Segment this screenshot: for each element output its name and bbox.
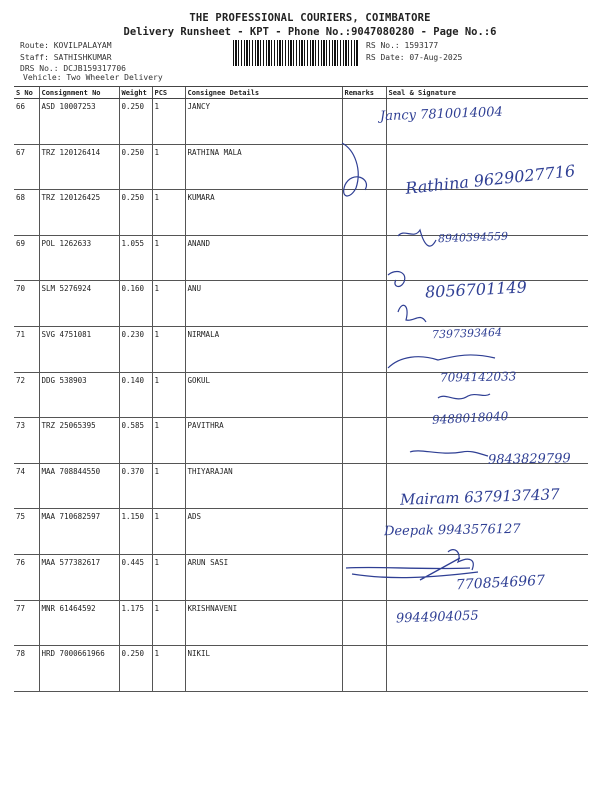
consignment-number: MAA 710682597	[39, 509, 119, 555]
signature-cell	[386, 235, 588, 281]
handwritten-note: 9488018040	[431, 409, 509, 427]
consignee-name: RATHINA MALA	[185, 144, 342, 190]
signature-cell	[386, 326, 588, 372]
pieces-count: 1	[152, 554, 185, 600]
remarks-cell	[342, 235, 386, 281]
remarks-cell	[342, 144, 386, 190]
col-consignment: Consignment No	[39, 87, 119, 99]
consignee-name: NIRMALA	[185, 326, 342, 372]
consignee-name: ADS	[185, 509, 342, 555]
col-weight: Weight	[119, 87, 152, 99]
consignment-number: POL 1262633	[39, 235, 119, 281]
drs-line: DRS No.: DCJB159317706	[20, 64, 126, 73]
handwritten-note: 7708546967	[455, 572, 546, 594]
pieces-count: 1	[152, 509, 185, 555]
handwritten-note: 9843829799	[487, 451, 571, 468]
pieces-count: 1	[152, 326, 185, 372]
remarks-cell	[342, 281, 386, 327]
serial-number: 72	[14, 372, 39, 418]
consignment-number: SLM 5276924	[39, 281, 119, 327]
remarks-cell	[342, 646, 386, 692]
serial-number: 74	[14, 463, 39, 509]
table-row	[14, 190, 588, 236]
handwritten-note: Rathina 9629027716	[404, 161, 577, 198]
consignment-number: TRZ 25065395	[39, 418, 119, 464]
consignment-number: DDG 538903	[39, 372, 119, 418]
handwritten-note: 8056701149	[424, 277, 528, 302]
handwritten-note: 9944904055	[395, 608, 479, 627]
remarks-cell	[342, 326, 386, 372]
serial-number: 78	[14, 646, 39, 692]
table-row	[14, 418, 588, 464]
remarks-cell	[342, 463, 386, 509]
consignee-name: PAVITHRA	[185, 418, 342, 464]
pieces-count: 1	[152, 235, 185, 281]
serial-number: 76	[14, 554, 39, 600]
col-signature: Seal & Signature	[386, 87, 588, 99]
pieces-count: 1	[152, 372, 185, 418]
runsheet-info	[366, 40, 462, 63]
col-pcs: PCS	[152, 87, 185, 99]
remarks-cell	[342, 509, 386, 555]
serial-number: 75	[14, 509, 39, 555]
handwritten-note: 7397393464	[431, 325, 503, 342]
delivery-table	[14, 86, 588, 692]
route-info	[20, 40, 126, 75]
serial-number: 77	[14, 600, 39, 646]
table-row	[14, 281, 588, 327]
pieces-count: 1	[152, 99, 185, 145]
table-header-row	[14, 87, 588, 99]
consignee-name: ANAND	[185, 235, 342, 281]
serial-number: 70	[14, 281, 39, 327]
consignment-number: MAA 708844550	[39, 463, 119, 509]
handwritten-note: 7094142033	[439, 369, 517, 385]
consignment-number: MAA 577382617	[39, 554, 119, 600]
signature-cell	[386, 600, 588, 646]
weight-value: 0.160	[119, 281, 152, 327]
rs-number: RS No.: 1593177	[366, 41, 439, 50]
barcode	[233, 40, 359, 66]
consignment-number: TRZ 120126414	[39, 144, 119, 190]
remarks-cell	[342, 99, 386, 145]
remarks-cell	[342, 600, 386, 646]
serial-number: 68	[14, 190, 39, 236]
consignment-number: MNR 61464592	[39, 600, 119, 646]
weight-value: 0.370	[119, 463, 152, 509]
col-remarks: Remarks	[342, 87, 386, 99]
remarks-cell	[342, 418, 386, 464]
table-row	[14, 326, 588, 372]
document-subtitle: Delivery Runsheet - KPT - Phone No.:9047080280 - Page No.:6	[123, 26, 497, 38]
table-row	[14, 509, 588, 555]
consignee-name: GOKUL	[185, 372, 342, 418]
pieces-count: 1	[152, 646, 185, 692]
handwritten-note: Jancy 7810014004	[379, 104, 504, 125]
vehicle-line: Vehicle: Two Wheeler Delivery	[23, 73, 163, 82]
pieces-count: 1	[152, 600, 185, 646]
table-row	[14, 372, 588, 418]
signature-cell	[386, 646, 588, 692]
handwritten-note: Deepak 9943576127	[383, 521, 521, 540]
table-row	[14, 554, 588, 600]
handwritten-note: Mairam 6379137437	[399, 485, 560, 509]
weight-value: 0.250	[119, 190, 152, 236]
remarks-cell	[342, 372, 386, 418]
serial-number: 69	[14, 235, 39, 281]
consignee-name: THIYARAJAN	[185, 463, 342, 509]
weight-value: 1.150	[119, 509, 152, 555]
pieces-count: 1	[152, 190, 185, 236]
consignment-number: SVG 4751081	[39, 326, 119, 372]
serial-number: 66	[14, 99, 39, 145]
signature-cell	[386, 418, 588, 464]
signature-cell	[383, 509, 588, 555]
table-row	[14, 144, 588, 190]
consignee-name: JANCY	[185, 99, 342, 145]
pieces-count: 1	[152, 418, 185, 464]
handwritten-note: 8940394559	[437, 229, 509, 246]
remarks-cell	[342, 554, 386, 600]
pieces-count: 1	[152, 463, 185, 509]
consignee-name: NIKIL	[185, 646, 342, 692]
signature-cell	[386, 554, 588, 600]
signature-cell	[386, 281, 588, 327]
pieces-count: 1	[152, 281, 185, 327]
serial-number: 67	[14, 144, 39, 190]
weight-value: 0.445	[119, 554, 152, 600]
weight-value: 0.585	[119, 418, 152, 464]
weight-value: 1.055	[119, 235, 152, 281]
table-row	[14, 600, 588, 646]
signature-cell	[386, 190, 588, 236]
weight-value: 0.140	[119, 372, 152, 418]
weight-value: 1.175	[119, 600, 152, 646]
signature-cell	[386, 99, 588, 145]
signature-cell	[386, 463, 588, 509]
serial-number: 71	[14, 326, 39, 372]
table-row	[14, 99, 588, 145]
consignment-number: TRZ 120126425	[39, 190, 119, 236]
signature-cell	[386, 372, 588, 418]
consignment-number: ASD 10007253	[39, 99, 119, 145]
weight-value: 0.250	[119, 144, 152, 190]
rs-date: RS Date: 07-Aug-2025	[366, 52, 463, 62]
weight-value: 0.250	[119, 99, 152, 145]
route-line: Route: KOVILPALAYAM	[20, 41, 112, 50]
table-row	[14, 235, 588, 281]
serial-number: 73	[14, 418, 39, 464]
weight-value: 0.250	[119, 646, 152, 692]
signature-cell	[386, 144, 588, 190]
remarks-cell	[342, 190, 386, 236]
consignee-name: ANU	[185, 281, 342, 327]
table-row	[14, 646, 588, 692]
consignee-name: ARUN SASI	[185, 554, 342, 600]
consignee-name: KUMARA	[185, 190, 342, 236]
col-sno: S No	[14, 87, 39, 99]
consignment-number: HRD 7000661966	[39, 646, 119, 692]
col-consignee: Consignee Details	[185, 87, 342, 99]
consignee-name: KRISHNAVENI	[185, 600, 342, 646]
table-row	[14, 463, 588, 509]
pieces-count: 1	[152, 144, 185, 190]
weight-value: 0.230	[119, 326, 152, 372]
staff-line: Staff: SATHISHKUMAR	[20, 52, 112, 62]
document-title: THE PROFESSIONAL COURIERS, COIMBATORE	[189, 12, 431, 24]
